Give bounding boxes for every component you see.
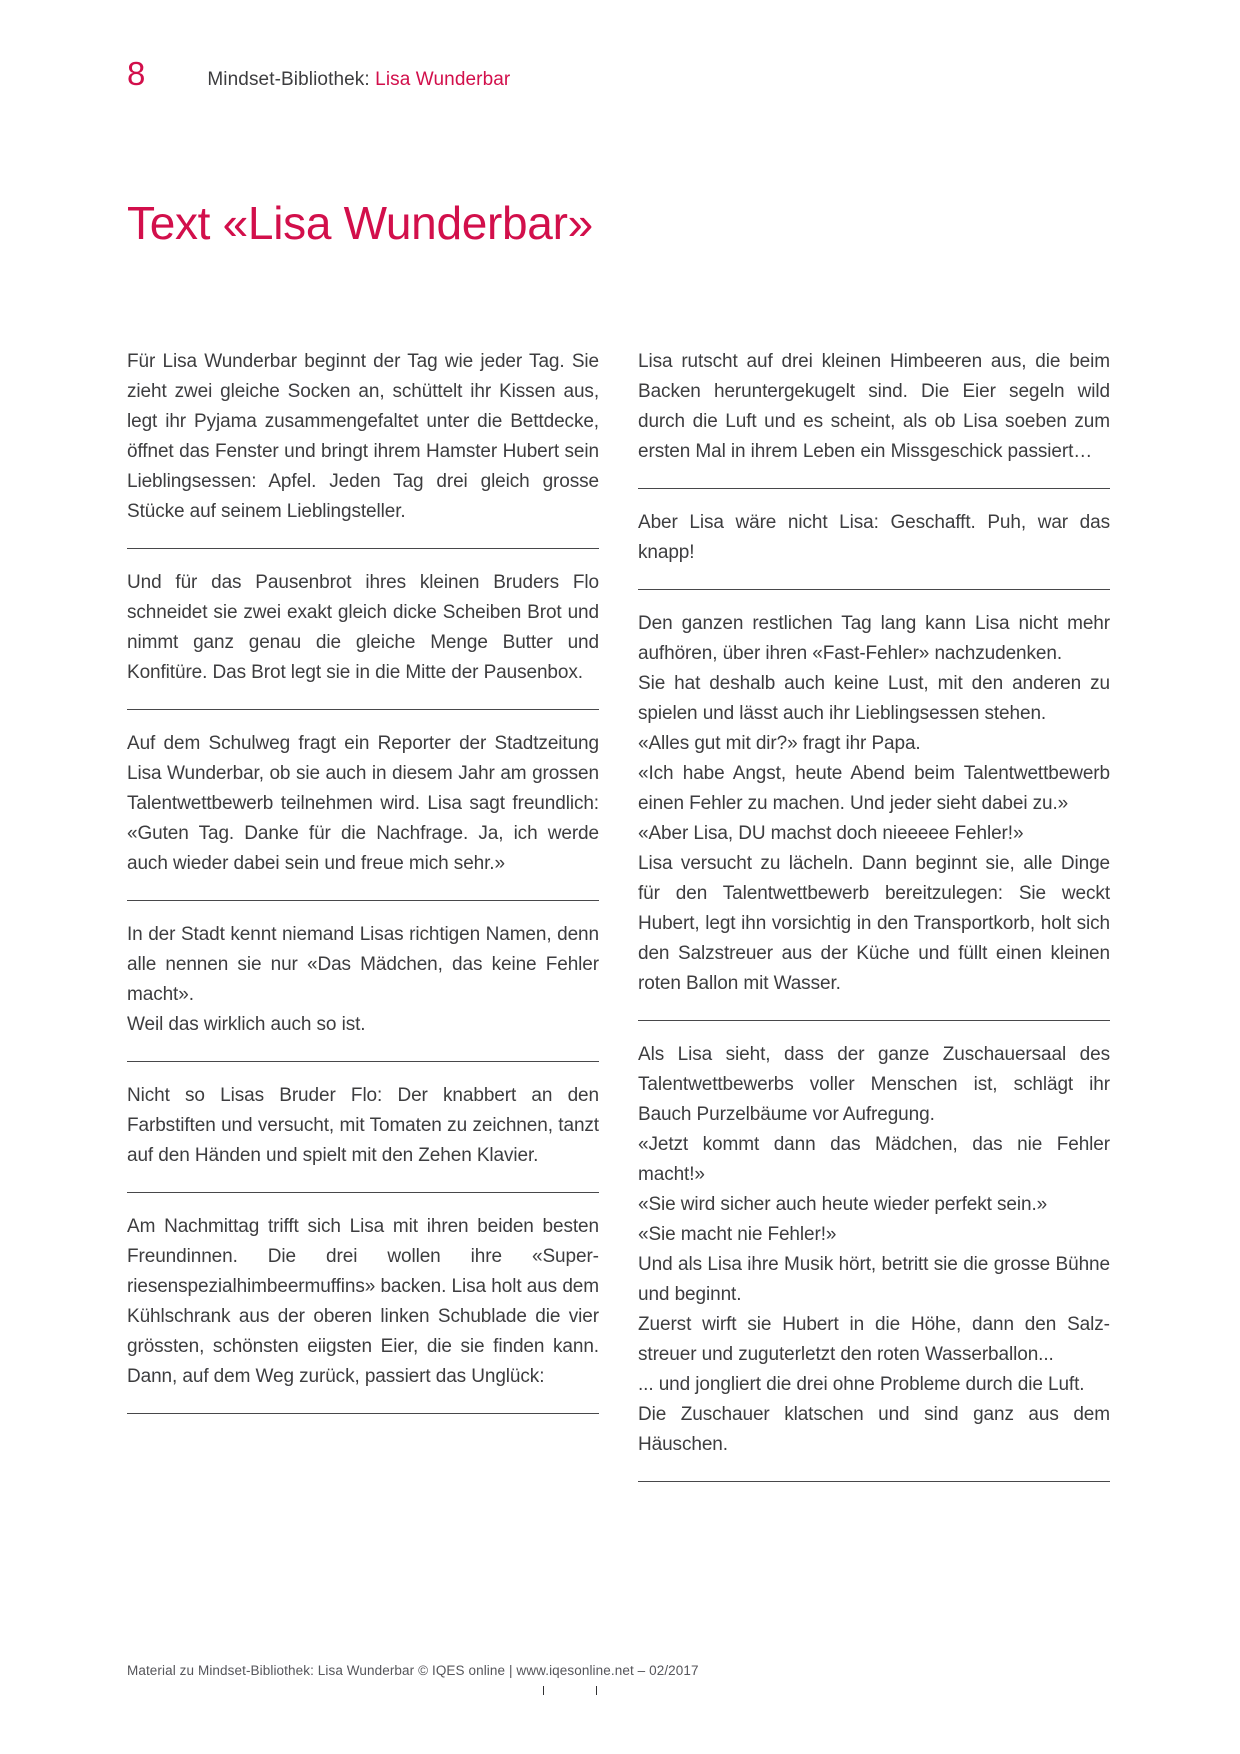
left-paragraph-6 xyxy=(127,1212,599,1392)
paragraph-line: Sie hat deshalb auch keine Lust, mit den anderen zu spielen und lässt auch ihr Lieblingsessen stehen. xyxy=(638,673,1110,724)
paragraph-separator xyxy=(638,488,1110,489)
paragraph-line: Nicht so Lisas Bruder Flo: Der knabbert an den Farbstiften und versucht, mit Tomaten zu zeichnen, tanzt auf den Händen und spielt mit den Zehen Klavier. xyxy=(127,1085,599,1166)
left-paragraph-4 xyxy=(127,920,599,1040)
paragraph-line: Für Lisa Wunderbar beginnt der Tag wie jeder Tag. Sie zieht zwei gleiche Socken an, schüttelt ihr Kissen aus, legt ihr Pyjama zusammengefaltet unter die Bettdecke, öffnet das Fenster und bringt ihrem Hamster Hubert sein Lieblingsessen: Apfel. Jeden Tag drei gleich grosse Stücke auf seinem Lieblingsteller. xyxy=(127,351,599,522)
page-number: 8 xyxy=(127,55,146,92)
paragraph-separator xyxy=(127,1061,599,1062)
paragraph-line: Lisa versucht zu lächeln. Dann beginnt sie, alle Dinge für den Talentwettbewerb bereitzulegen: Sie weckt Hubert, legt ihn vorsichtig in den Transportkorb, holt sich den Salzstreuer aus der Küche und füllt einen kleinen roten Ballon mit Wasser. xyxy=(638,853,1110,994)
paragraph-line: Die Zuschauer klatschen und sind ganz aus dem Häuschen. xyxy=(638,1404,1110,1455)
right-paragraph-4 xyxy=(638,1040,1110,1460)
left-paragraph-2 xyxy=(127,568,599,688)
paragraph-separator xyxy=(127,548,599,549)
left-paragraph-5 xyxy=(127,1081,599,1171)
page-footer: Material zu Mindset-Bibliothek: Lisa Wunderbar © IQES online | www.iqesonline.net – 02/2017 xyxy=(127,1663,699,1678)
page-header xyxy=(127,0,1110,100)
right-paragraph-3 xyxy=(638,609,1110,999)
paragraph-line: «Ich habe Angst, heute Abend beim Talentwettbewerb einen Fehler zu machen. Und jeder sieht dabei zu.» xyxy=(638,763,1110,814)
paragraph-line: «Aber Lisa, DU machst doch nieeeee Fehler!» xyxy=(638,823,1024,844)
paragraph-line: Als Lisa sieht, dass der ganze Zuschauersaal des Talentwettbewerbs voller Menschen ist, schlägt ihr Bauch Purzelbäume vor Aufregung. xyxy=(638,1044,1110,1125)
paragraph-separator xyxy=(638,589,1110,590)
paragraph-line: «Jetzt kommt dann das Mädchen, das nie Fehler macht!» xyxy=(638,1134,1110,1185)
paragraph-separator xyxy=(127,709,599,710)
fold-mark-left xyxy=(543,1686,544,1695)
left-paragraph-3 xyxy=(127,729,599,879)
paragraph-line: Am Nachmittag trifft sich Lisa mit ihren beiden besten Freundinnen. Die drei wollen ihre «Superriesenspezialhimbeermuffins» backen. Lisa holt aus dem Kühlschrank aus der oberen linken Schublade die vier grössten, schönsten eiigsten Eier, die sie finden kann. Dann, auf dem Weg zurück, passiert das Unglück: xyxy=(127,1216,599,1387)
left-paragraph-1 xyxy=(127,347,599,527)
header-title-prefix: Mindset-Bibliothek: xyxy=(207,69,376,90)
paragraph-separator xyxy=(127,900,599,901)
paragraph-line: In der Stadt kennt niemand Lisas richtigen Namen, denn alle nennen sie nur «Das Mädchen, das keine Fehler macht». xyxy=(127,924,599,1005)
header-title xyxy=(207,60,510,100)
left-column xyxy=(127,347,599,1501)
paragraph-separator xyxy=(638,1020,1110,1021)
paragraph-line: Weil das wirklich auch so ist. xyxy=(127,1014,366,1035)
right-paragraph-2 xyxy=(638,508,1110,568)
paragraph-line: Den ganzen restlichen Tag lang kann Lisa nicht mehr aufhören, über ihren «Fast-Fehler» nachzudenken. xyxy=(638,613,1110,664)
paragraph-line: Lisa rutscht auf drei kleinen Himbeeren aus, die beim Backen heruntergekugelt sind. Die Eier segeln wild durch die Luft und es scheint, als ob Lisa soeben zum ersten Mal in ihrem Leben ein Missgeschick passiert… xyxy=(638,351,1110,462)
paragraph-line: Auf dem Schulweg fragt ein Reporter der Stadtzeitung Lisa Wunderbar, ob sie auch in diesem Jahr am grossen Talentwettbewerb teilnehmen wird. Lisa sagt freundlich: «Guten Tag. Danke für die Nachfrage. Ja, ich werde auch wieder dabei sein und freue mich sehr.» xyxy=(127,733,599,874)
paragraph-separator xyxy=(127,1192,599,1193)
paragraph-line: ... und jongliert die drei ohne Probleme durch die Luft. xyxy=(638,1374,1085,1395)
right-paragraph-1 xyxy=(638,347,1110,467)
header-title-highlight: Lisa Wunderbar xyxy=(375,69,511,90)
right-column xyxy=(638,347,1110,1501)
paragraph-line: Aber Lisa wäre nicht Lisa: Geschafft. Puh, war das knapp! xyxy=(638,512,1110,563)
paragraph-line: Und für das Pausenbrot ihres kleinen Bruders Flo schneidet sie zwei exakt gleich dicke Scheiben Brot und nimmt ganz genau die gleiche Menge Butter und Konfitüre. Das Brot legt sie in die Mitte der Pausenbox. xyxy=(127,572,599,683)
text-columns xyxy=(127,347,1110,1501)
paragraph-line: Und als Lisa ihre Musik hört, betritt sie die grosse Bühne und beginnt. xyxy=(638,1254,1110,1305)
fold-mark-right xyxy=(596,1686,597,1695)
paragraph-line: «Sie wird sicher auch heute wieder perfekt sein.» xyxy=(638,1194,1048,1215)
paragraph-separator xyxy=(127,1413,599,1414)
paragraph-line: «Sie macht nie Fehler!» xyxy=(638,1224,837,1245)
paragraph-line: Zuerst wirft sie Hubert in die Höhe, dann den Salzstreuer und zuguterletzt den roten Wasserballon... xyxy=(638,1314,1110,1365)
paragraph-line: «Alles gut mit dir?» fragt ihr Papa. xyxy=(638,733,921,754)
document-title: Text «Lisa Wunderbar» xyxy=(127,197,593,249)
paragraph-separator xyxy=(638,1481,1110,1482)
